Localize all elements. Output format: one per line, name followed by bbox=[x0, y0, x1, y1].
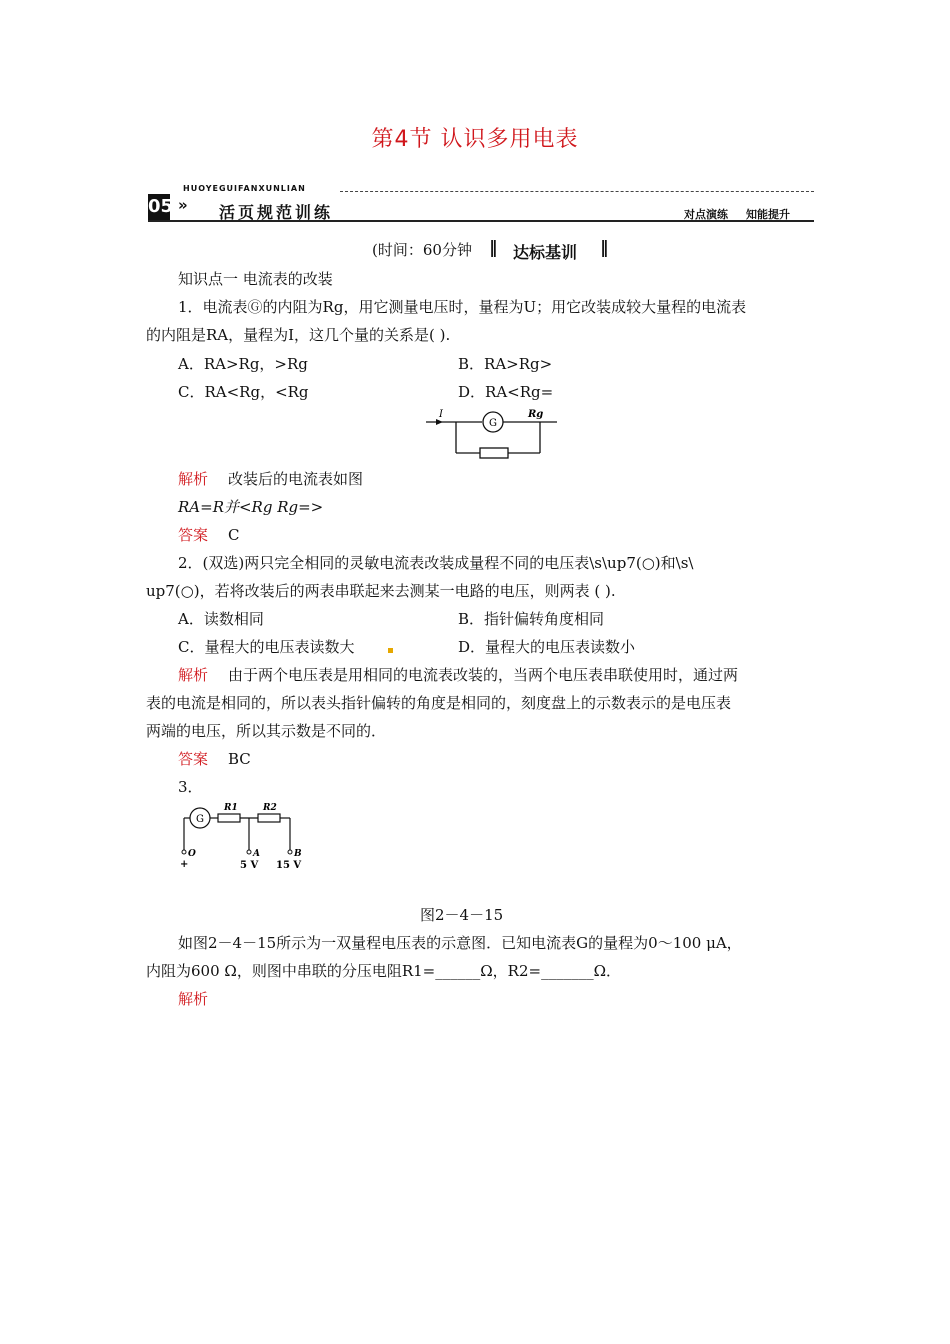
section-label: 达标基训 bbox=[513, 243, 578, 262]
q3-figure-caption: 图2－4－15 bbox=[420, 906, 504, 924]
q1-label-i: I bbox=[439, 409, 443, 420]
header-chevron-icon: » bbox=[178, 196, 188, 214]
q2-jiexi-line1: 由于两个电压表是用相同的电流表改装的，当两个电压表串联使用时，通过两 bbox=[228, 666, 739, 684]
q3-label-b: B bbox=[294, 849, 302, 859]
q3-line2: 内阻为600 Ω，则图中串联的分压电阻R1=______Ω，R2=_______Ω． bbox=[146, 962, 622, 980]
meta-bars-right: ‖ bbox=[600, 238, 609, 258]
header-title: 活页规范训练 bbox=[219, 203, 334, 222]
q2-jiexi-line3: 两端的电压，所以其示数是不同的． bbox=[146, 722, 387, 740]
q2-line2: up7(○)，若将改装后的两表串联起来去测某一电路的电压，则两表 ( ). bbox=[146, 582, 616, 600]
header-tag-b: 知能提升 bbox=[746, 208, 790, 221]
q1-jiexi-text: 改装后的电流表如图 bbox=[228, 470, 364, 488]
header-badge: 05 bbox=[148, 194, 170, 220]
q1-circuit-diagram bbox=[420, 405, 565, 465]
q3-label-r2: R2 bbox=[263, 803, 277, 813]
q1-option-d: D．RA<Rg= bbox=[458, 383, 554, 401]
q2-answer: BC bbox=[228, 750, 251, 768]
q2-jiexi-label: 解析 bbox=[178, 666, 209, 684]
q3-label-plus: + bbox=[180, 859, 189, 870]
q1-formula: RA=R并<Rg Rg=> bbox=[178, 498, 324, 516]
header-tag-a: 对点演练 bbox=[684, 208, 728, 221]
q2-answer-label: 答案 bbox=[178, 750, 209, 768]
q1-option-b: B．RA>Rg> bbox=[458, 355, 553, 373]
q3-label-g: G bbox=[196, 814, 204, 825]
q1-answer: C bbox=[228, 526, 240, 544]
q3-label-5v: 5 V bbox=[240, 860, 259, 871]
q3-terminal-a bbox=[247, 850, 251, 854]
q2-option-c: C．量程大的电压表读数大 bbox=[178, 638, 355, 656]
q3-label-a: A bbox=[253, 849, 260, 859]
q2-option-d: D．量程大的电压表读数小 bbox=[458, 638, 636, 656]
q2-option-a: A．读数相同 bbox=[178, 610, 264, 628]
time-limit: (时间：60分钟 bbox=[372, 241, 472, 259]
q3-circuit-diagram bbox=[176, 798, 311, 874]
q2-line1: 2．(双选)两只完全相同的灵敏电流表改装成量程不同的电压表\s\up7(○)和\s\ bbox=[178, 554, 694, 572]
q1-option-c: C．RA<Rg，<Rg bbox=[178, 383, 309, 401]
q1-answer-label: 答案 bbox=[178, 526, 209, 544]
q3-resistor-r1 bbox=[218, 814, 240, 822]
q3-terminal-o bbox=[182, 850, 186, 854]
q1-shunt-resistor bbox=[480, 448, 508, 458]
q1-line1: 1．电流表Ⓖ的内阻为Rg，用它测量电压时，量程为U；用它改装成较大量程的电流表 bbox=[178, 298, 747, 316]
q1-line2: 的内阻是RA，量程为I，这几个量的关系是( ). bbox=[146, 326, 451, 344]
q1-jiexi-label: 解析 bbox=[178, 470, 209, 488]
q3-terminal-b bbox=[288, 850, 292, 854]
q3-jiexi-label: 解析 bbox=[178, 990, 209, 1008]
header-rule bbox=[148, 220, 814, 222]
header-dashed-rule bbox=[340, 191, 814, 192]
page-title: 第4节 认识多用电表 bbox=[371, 127, 579, 152]
knowledge-point: 知识点一 电流表的改装 bbox=[178, 270, 333, 288]
header-pinyin: HUOYEGUIFANXUNLIAN bbox=[183, 184, 306, 193]
q3-label-o: O bbox=[188, 849, 196, 859]
q2-jiexi-line2: 表的电流是相同的，所以表头指针偏转的角度是相同的，刻度盘上的示数表示的是电压表 bbox=[146, 694, 732, 712]
q3-label-15v: 15 V bbox=[276, 860, 302, 871]
q3-line1: 如图2－4－15所示为一双量程电压表的示意图．已知电流表G的量程为0～100 μA， bbox=[178, 934, 742, 952]
meta-bars-left: ‖ bbox=[489, 238, 498, 258]
q3-number: 3． bbox=[178, 778, 203, 796]
q1-option-a: A．RA>Rg，>Rg bbox=[178, 355, 308, 373]
q3-label-r1: R1 bbox=[224, 803, 238, 813]
q2-option-b: B．指针偏转角度相同 bbox=[458, 610, 605, 628]
stray-dot bbox=[388, 648, 393, 653]
q1-label-g: G bbox=[489, 418, 497, 429]
q1-label-rg: Rg bbox=[528, 409, 544, 420]
q3-resistor-r2 bbox=[258, 814, 280, 822]
